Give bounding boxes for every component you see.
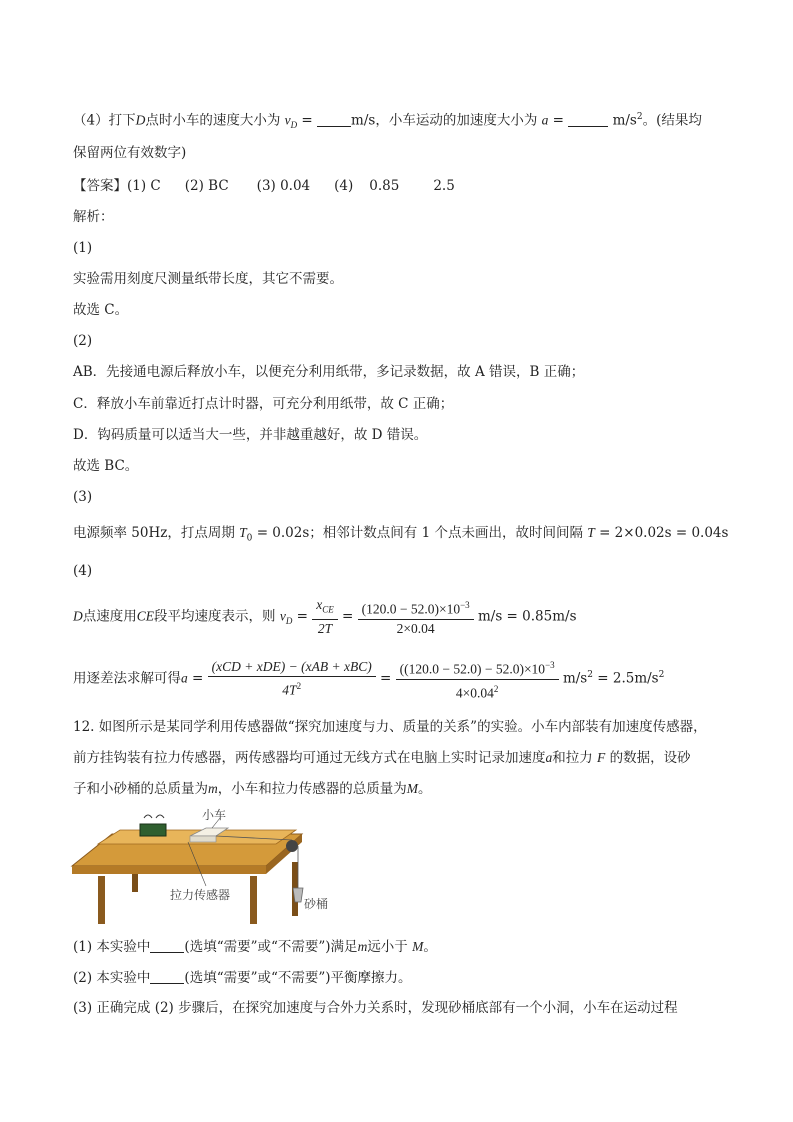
denominator: 4×0.04 <box>455 685 494 700</box>
analysis-text: C．释放小车前靠近打点计时器，可充分利用纸带，故 C 正确； <box>73 396 454 412</box>
answer-blank <box>568 112 608 127</box>
exponent: 2 <box>587 670 593 680</box>
text: 。 <box>423 939 437 955</box>
text: 电源频率 50Hz，打点周期 <box>73 525 235 541</box>
figure-label-bucket: 砂桶 <box>304 897 329 911</box>
bucket <box>293 888 303 902</box>
figure-label-sensor: 拉力传感器 <box>170 888 231 902</box>
value: = 0.02s <box>256 525 310 541</box>
question-line: （4）打下D点时小车的速度大小为 $v_D = m/s$，小车运动的加速度大小为 $a = m/s^2$。(结果均 <box>73 112 702 131</box>
table-leg <box>250 876 257 924</box>
numerator-subscript: CE <box>322 604 334 615</box>
mass-symbol: M <box>406 781 418 796</box>
numerator: ((120.0 − 52.0) − 52.0)×10 <box>399 661 546 677</box>
question-line <box>73 748 691 768</box>
text: 段平均速度表示，则 <box>154 608 276 625</box>
question-line: 12. 如图所示是某同学利用传感器做“探究加速度与力、质量的关系”的实验。小车内部装有加速度传感器， <box>73 719 707 735</box>
numerator: (120.0 − 52.0)×10 <box>361 601 461 617</box>
exponent: 2 <box>296 681 302 692</box>
numerator-rest: CD + xDE) − (xAB + xBC) <box>222 659 372 675</box>
figure-label-car: 小车 <box>202 808 227 822</box>
text: (选填“需要”或“不需要”)满足 <box>184 939 358 955</box>
text: ，小车和拉力传感器的总质量为 <box>217 781 407 797</box>
accel-symbol: a <box>545 750 553 765</box>
analysis-text: AB．先接通电源后释放小车，以便充分利用纸带，多记录数据，故 A 错误，B 正确； <box>73 364 585 380</box>
text: 保留两位有效数字) <box>73 145 187 161</box>
question-line <box>73 143 186 163</box>
numerator: (x <box>211 659 223 675</box>
exponent: 2 <box>493 683 499 694</box>
mass-symbol: m <box>208 781 218 796</box>
wire-icon <box>144 815 164 818</box>
mass-symbol: M <box>412 939 424 954</box>
text: 用逐差法求解可得 <box>73 670 181 687</box>
formula-line: D点速度用CE段平均速度表示，则 $v_D$ = $\frac{x_{CE}}{2T}$ = $\frac{(120.0 - 52.0)\times 10^{-3}}{2\times 0.04}$ m/s = 0.85m/s <box>73 597 577 636</box>
answer-line <box>73 176 455 196</box>
text: 。 <box>418 781 432 797</box>
answer-blank <box>317 112 351 127</box>
question-line <box>73 968 412 988</box>
period-symbol: T <box>239 525 247 540</box>
fraction <box>312 596 338 638</box>
result: m/s <box>562 670 588 687</box>
velocity-symbol: v <box>284 112 291 128</box>
denominator: 4T <box>282 682 297 698</box>
text: 点时小车的速度大小为 <box>145 112 281 129</box>
interval-symbol: T <box>587 525 595 540</box>
answer-item: 0.85 <box>369 178 400 194</box>
exponent: 2 <box>658 670 665 680</box>
part-tag: (4) <box>73 563 93 579</box>
answer-item: (3) 0.04 <box>256 178 311 194</box>
unit: m/s <box>612 112 637 129</box>
period-subscript: 0 <box>246 533 253 544</box>
part-tag: (2) <box>73 333 93 349</box>
text: 前方挂钩装有拉力传感器，两传感器均可通过无线方式在电脑上实时记录加速度 <box>73 750 546 766</box>
exponent: −3 <box>460 600 470 611</box>
formula-line: 用逐差法求解可得a = $\frac{\text{(xCD + xDE) − (xAB + xBC)}}{4T^2}$ = $\frac{((120.0 - 52.0) - 52.0)\times 10^{-3}}{4\times 0.04^2}$ $m/s^2 = 2.5m/s^2$ <box>73 656 664 696</box>
result: m/s = 0.85m/s <box>477 608 577 625</box>
fraction <box>208 658 376 700</box>
value: = 2×0.02s = 0.04s <box>599 525 729 541</box>
accel-symbol: a <box>541 112 549 128</box>
text: 子和小砂桶的总质量为 <box>73 781 208 797</box>
accel-symbol: a <box>181 670 188 686</box>
point-label: D <box>73 608 83 624</box>
unit-exponent: 2 <box>636 112 643 122</box>
velocity-symbol: v <box>279 608 286 624</box>
answer-item: 2.5 <box>433 178 455 194</box>
force-symbol: F <box>597 750 606 765</box>
fraction <box>358 596 474 638</box>
fraction <box>396 656 559 702</box>
car-side <box>190 836 216 842</box>
text: (2) 本实验中 <box>73 970 151 986</box>
mass-symbol: m <box>357 939 368 954</box>
analysis-title: 解析： <box>73 209 114 225</box>
velocity-subscript: D <box>285 616 293 627</box>
text: (选填“需要”或“不需要”)平衡摩擦力。 <box>184 970 412 986</box>
point-label: D <box>135 112 146 128</box>
part-tag: (1) <box>73 240 93 256</box>
analysis-line <box>73 523 728 549</box>
answer-item: (4) <box>334 178 354 194</box>
answer-label: 【答案】 <box>73 178 127 194</box>
denominator: 2T <box>317 620 333 636</box>
text: 点速度用 <box>82 608 137 625</box>
denominator: 2×0.04 <box>396 620 435 636</box>
text: (1) 本实验中 <box>73 939 151 955</box>
experiment-figure <box>70 806 330 926</box>
text: （4）打下 <box>73 112 136 129</box>
part-tag: (3) <box>73 489 93 505</box>
sensor-device <box>140 824 166 836</box>
analysis-text: 故选 BC。 <box>73 458 139 474</box>
analysis-text: D．钩码质量可以适当大一些，并非越重越好，故 D 错误。 <box>73 427 428 443</box>
answer-item: (2) BC <box>184 178 229 194</box>
question-line: (3) 正确完成 (2) 步骤后，在探究加速度与合外力关系时，发现砂桶底部有一个小洞，小车在运动过程 <box>73 1000 678 1016</box>
unit: m/s <box>351 112 376 129</box>
result: = 2.5m/s <box>597 670 659 687</box>
numerator: x <box>316 597 323 612</box>
answer-item: (1) C <box>127 178 161 194</box>
exponent: −3 <box>545 660 555 670</box>
question-line <box>73 779 432 799</box>
text: ，小车运动的加速度大小为 <box>375 112 538 129</box>
analysis-text: 故选 C。 <box>73 302 129 318</box>
answer-blank <box>150 969 184 984</box>
text: ；相邻计数点间有 1 个点未画出，故时间间隔 <box>309 525 583 541</box>
text: 远小于 <box>367 939 408 955</box>
text: 和拉力 <box>552 750 593 766</box>
velocity-subscript: D <box>290 120 298 131</box>
analysis-text: 实验需用刻度尺测量纸带长度，其它不需要。 <box>73 271 343 287</box>
answer-blank <box>150 938 184 953</box>
question-line <box>73 937 437 957</box>
pulley <box>286 840 298 852</box>
table-edge <box>72 866 266 874</box>
segment-label: CE <box>136 608 155 624</box>
text: 。(结果均 <box>642 112 702 129</box>
table-leg <box>98 876 105 924</box>
text: 的数据，设砂 <box>609 750 691 766</box>
